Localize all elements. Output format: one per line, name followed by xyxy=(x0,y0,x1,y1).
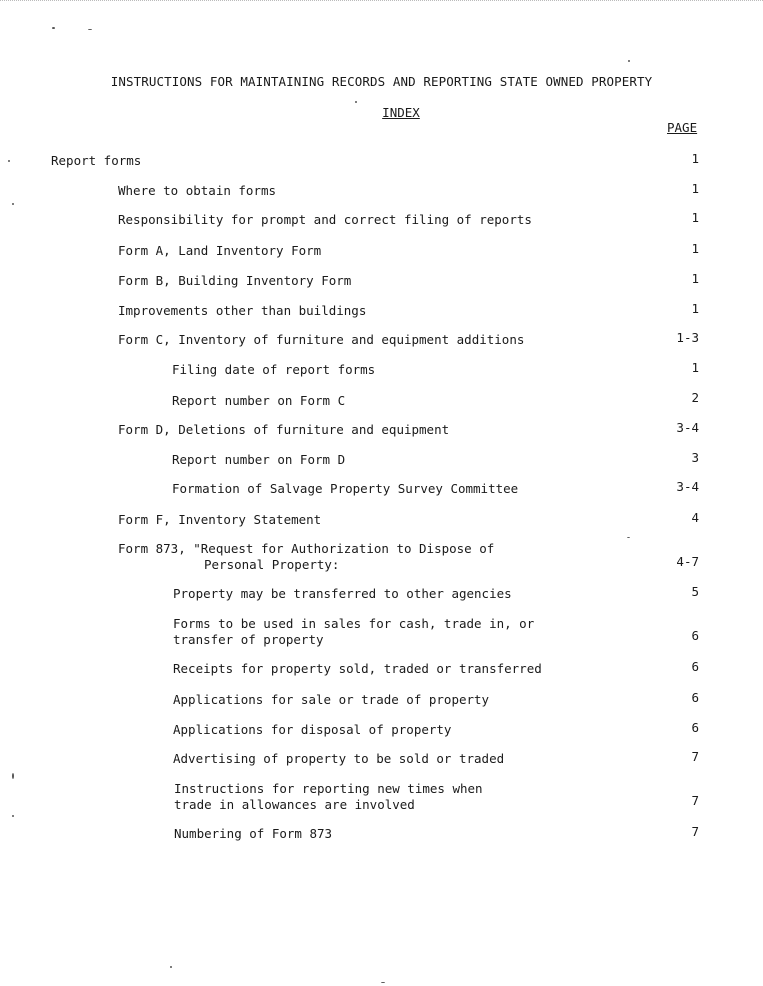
index-entry xyxy=(118,303,366,319)
entry-page: 1 xyxy=(691,181,699,196)
entry-text: Filing date of report forms xyxy=(172,362,376,377)
scan-speck xyxy=(12,203,14,205)
entry-text: Advertising of property to be sold or traded xyxy=(173,751,505,766)
entry-page: 6 xyxy=(691,628,699,643)
entry-page: 7 xyxy=(691,793,699,808)
entry-text: Where to obtain forms xyxy=(118,183,277,198)
entry-continuation: Personal Property: xyxy=(204,557,340,572)
scan-speck xyxy=(381,982,385,983)
entry-page: 3-4 xyxy=(676,479,699,494)
index-entry xyxy=(172,393,345,409)
scan-speck xyxy=(170,966,172,968)
entry-page: 1 xyxy=(691,271,699,286)
scan-speck xyxy=(355,101,357,103)
scan-speck xyxy=(8,160,10,162)
entry-page: 4-7 xyxy=(676,554,699,569)
entry-page: 6 xyxy=(691,690,699,705)
scan-speck xyxy=(628,60,630,62)
index-entry xyxy=(118,541,494,573)
entry-text: Instructions for reporting new times when xyxy=(174,781,483,796)
index-entry xyxy=(174,781,483,813)
entry-page: 7 xyxy=(691,749,699,764)
entry-page: 1 xyxy=(691,151,699,166)
entry-page: 1 xyxy=(691,210,699,225)
entry-text: Responsibility for prompt and correct filing of reports xyxy=(118,212,532,227)
scan-speck xyxy=(12,773,14,779)
index-entry xyxy=(118,273,351,289)
scan-speck xyxy=(88,29,92,30)
entry-text: Applications for disposal of property xyxy=(173,722,452,737)
index-entry xyxy=(118,512,321,528)
entry-page: 3-4 xyxy=(676,420,699,435)
entry-continuation: trade in allowances are involved xyxy=(174,797,415,812)
entry-text: Applications for sale or trade of property xyxy=(173,692,490,707)
entry-page: 2 xyxy=(691,390,699,405)
entry-page: 3 xyxy=(691,450,699,465)
entry-text: Form D, Deletions of furniture and equipment xyxy=(118,422,450,437)
entry-text: Form C, Inventory of furniture and equipment additions xyxy=(118,332,525,347)
index-entry xyxy=(173,751,504,767)
entry-page: 5 xyxy=(691,584,699,599)
index-entry xyxy=(172,452,345,468)
entry-text: Report forms xyxy=(51,153,142,168)
entry-page: 1 xyxy=(691,301,699,316)
index-heading: INDEX xyxy=(382,105,420,120)
entry-text: Formation of Salvage Property Survey Committee xyxy=(172,481,519,496)
scan-speck xyxy=(52,27,55,29)
index-entry xyxy=(173,692,489,708)
index-entry xyxy=(173,661,542,677)
entry-page: 6 xyxy=(691,720,699,735)
index-entry xyxy=(173,722,451,738)
index-entry xyxy=(51,153,141,169)
entry-text: Report number on Form D xyxy=(172,452,346,467)
index-entry xyxy=(174,826,332,842)
index-entry xyxy=(118,422,449,438)
index-entry xyxy=(173,586,512,602)
index-entry xyxy=(172,362,375,378)
scan-speck xyxy=(627,537,630,538)
entry-continuation: transfer of property xyxy=(173,632,324,647)
entry-text: Property may be transferred to other agencies xyxy=(173,586,512,601)
page-column-label: PAGE xyxy=(667,120,698,135)
entry-page: 6 xyxy=(691,659,699,674)
entry-text: Form B, Building Inventory Form xyxy=(118,273,352,288)
document-title: INSTRUCTIONS FOR MAINTAINING RECORDS AND REPORTING STATE OWNED PROPERTY xyxy=(110,74,653,89)
index-entry xyxy=(118,243,321,259)
entry-text: Form A, Land Inventory Form xyxy=(118,243,322,258)
entry-page: 7 xyxy=(691,824,699,839)
entry-page: 1 xyxy=(691,360,699,375)
entry-page: 1-3 xyxy=(676,330,699,345)
entry-page: 4 xyxy=(691,510,699,525)
entry-text: Form 873, "Request for Authorization to Dispose of xyxy=(118,541,495,556)
index-entry xyxy=(118,332,524,348)
entry-page: 1 xyxy=(691,241,699,256)
scan-edge xyxy=(0,0,763,2)
index-entry xyxy=(173,616,534,648)
scan-speck xyxy=(12,815,14,817)
entry-text: Forms to be used in sales for cash, trade in, or xyxy=(173,616,535,631)
index-entry xyxy=(172,481,518,497)
index-entry xyxy=(118,212,532,228)
entry-text: Receipts for property sold, traded or transferred xyxy=(173,661,542,676)
entry-text: Numbering of Form 873 xyxy=(174,826,333,841)
index-entry xyxy=(118,183,276,199)
entry-text: Form F, Inventory Statement xyxy=(118,512,322,527)
entry-text: Report number on Form C xyxy=(172,393,346,408)
entry-text: Improvements other than buildings xyxy=(118,303,367,318)
